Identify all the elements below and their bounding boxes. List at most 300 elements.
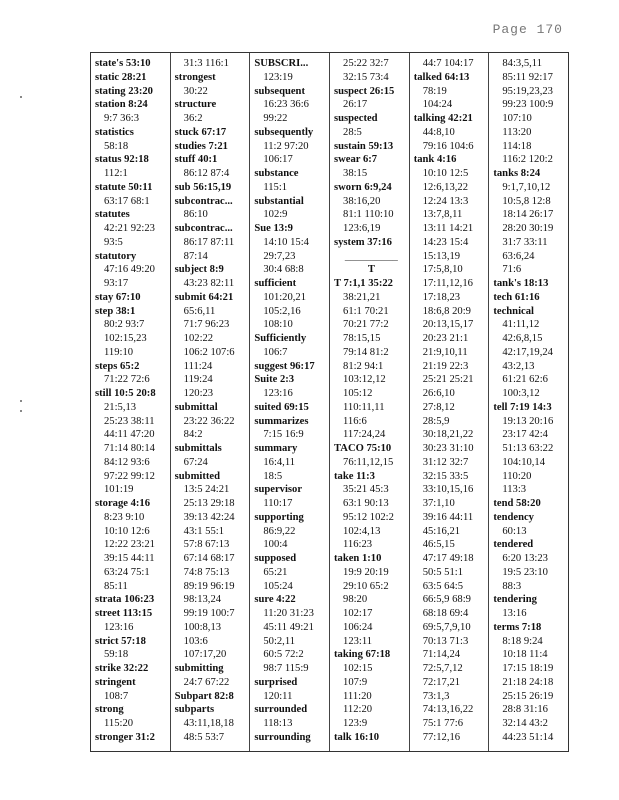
index-term-entry: steps 65:2 — [95, 360, 140, 372]
index-locator-line: 14:10 15:4 — [263, 236, 309, 248]
index-locator-line: 43:2,13 — [502, 360, 535, 372]
index-locator-line: 12:24 13:3 — [422, 195, 469, 207]
index-locator-line: 10:18 11:4 — [502, 649, 548, 661]
index-term-entry: Sue 13:9 — [254, 223, 293, 234]
index-locator-line: 120:11 — [263, 690, 293, 702]
index-term-entry: terms 7:18 — [493, 621, 542, 633]
index-term-entry: suited 69:15 — [254, 401, 309, 413]
index-term-entry: submittals — [174, 443, 222, 454]
index-locator-line: 57:8 67:13 — [183, 539, 230, 551]
index-locator-line: 116:6 — [343, 415, 367, 427]
index-locator-line: 102:15,23 — [104, 333, 147, 344]
index-term-entry: surprised — [254, 676, 298, 688]
index-locator-line: 31:3 116:1 — [183, 58, 229, 69]
index-locator-line: 10:5,8 12:8 — [502, 195, 551, 207]
index-term-entry: tank's 18:13 — [493, 278, 549, 289]
index-locator-line: 42:6,8,15 — [502, 333, 543, 344]
index-locator-line: 112:1 — [104, 168, 128, 179]
index-locator-line: 24:7 67:22 — [183, 676, 230, 688]
index-locator-line: 99:23 100:9 — [502, 99, 554, 111]
index-term-entry: stronger 31:2 — [95, 731, 155, 743]
index-term-entry: strongest — [174, 71, 216, 83]
index-locator-line: 30:22 — [183, 85, 208, 97]
index-locator-line: 35:21 45:3 — [343, 484, 389, 496]
index-locator-line: 102:22 — [183, 333, 214, 344]
index-locator-line: 46:5,15 — [422, 539, 455, 551]
index-locator-line: 102:9 — [263, 209, 288, 221]
index-column-6 — [489, 53, 568, 751]
index-locator-line: 44:7 104:17 — [422, 58, 474, 69]
index-locator-line: 110:17 — [263, 498, 293, 509]
index-locator-line: 13:5 24:21 — [183, 484, 230, 496]
index-locator-line: 71:7 96:23 — [183, 319, 230, 331]
index-locator-line: 105:2,16 — [263, 305, 301, 317]
index-locator-line: 113:3 — [502, 484, 527, 496]
index-locator-line: 29:10 65:2 — [343, 580, 389, 592]
index-term-entry: swear 6:7 — [334, 154, 378, 166]
index-locator-line: 10:10 12:5 — [422, 168, 469, 179]
index-locator-line: 11:20 31:23 — [263, 608, 314, 619]
index-locator-line: 42:21 92:23 — [104, 223, 155, 234]
index-locator-line: 10:10 12:6 — [104, 525, 150, 537]
index-locator-line: 66:5,9 68:9 — [422, 594, 471, 606]
index-term-entry: summary — [254, 443, 298, 454]
index-locator-line: 30:23 31:10 — [422, 443, 474, 454]
index-locator-line: 77:12,16 — [422, 731, 461, 743]
index-locator-line: 50:5 51:1 — [422, 566, 464, 578]
index-locator-line: 93:5 — [104, 236, 123, 248]
index-locator-line: 114:18 — [502, 140, 532, 152]
index-locator-line: 12:22 23:21 — [104, 539, 155, 551]
index-term-entry: statistics — [95, 126, 134, 138]
index-locator-line: 18:5 — [263, 470, 283, 482]
index-locator-line: 79:14 81:2 — [343, 346, 389, 358]
index-locator-line: 19:5 23:10 — [502, 566, 548, 578]
index-locator-line: 39:13 42:24 — [183, 511, 235, 523]
index-locator-line: 45:11 49:21 — [263, 621, 314, 633]
index-locator-line: 48:5 53:7 — [183, 731, 224, 743]
index-term-entry: submit 64:21 — [174, 291, 234, 303]
index-locator-line: 41:11,12 — [502, 319, 540, 331]
index-locator-line: 28:5,9 — [422, 415, 450, 427]
index-locator-line: 28:8 31:16 — [502, 704, 548, 716]
index-locator-line: 15:13,19 — [422, 250, 461, 262]
index-term-entry: supporting — [254, 511, 304, 523]
index-locator-line: 123:6,19 — [343, 223, 381, 234]
index-locator-line: 67:14 68:17 — [183, 553, 235, 564]
index-locator-line: 85:11 92:17 — [502, 71, 553, 83]
index-term-entry: submittal — [174, 401, 218, 413]
index-term-entry: T 7:1,1 35:22 — [334, 278, 393, 289]
index-locator-line: 17:5,8,10 — [422, 264, 463, 276]
index-locator-line: 39:15 44:11 — [104, 553, 155, 564]
index-locator-line: 38:21,21 — [343, 291, 381, 303]
index-locator-line: 71:22 72:6 — [104, 374, 150, 386]
index-term-entry: street 113:15 — [95, 608, 153, 619]
index-locator-line: 115:1 — [263, 181, 288, 193]
index-locator-line: 8:18 9:24 — [502, 635, 543, 647]
index-locator-line: 105:12 — [343, 388, 373, 399]
index-locator-line: 63:1 90:13 — [343, 498, 389, 509]
index-term-entry: state's 53:10 — [95, 58, 151, 69]
index-term-entry: Suite 2:3 — [254, 374, 295, 386]
index-locator-line: 120:23 — [183, 388, 214, 399]
index-locator-line: 95:19,23,23 — [502, 85, 553, 97]
index-term-entry: tank 4:16 — [413, 154, 457, 166]
index-locator-line: 84:12 93:6 — [104, 456, 150, 468]
index-term-entry: stringent — [95, 676, 136, 688]
index-locator-line: 59:18 — [104, 649, 129, 661]
index-locator-line: 23:22 36:22 — [183, 415, 235, 427]
index-locator-line: 26:6,10 — [422, 388, 455, 399]
index-locator-line: 19:9 20:19 — [343, 566, 389, 578]
index-locator-line: 63:17 68:1 — [104, 195, 150, 207]
index-locator-line: 107:9 — [343, 676, 368, 688]
index-locator-line: 72:17,21 — [422, 676, 461, 688]
index-term-entry: sufficient — [254, 278, 297, 289]
index-locator-line: 98:7 115:9 — [263, 663, 309, 674]
index-locator-line: 25:21 25:21 — [422, 374, 474, 386]
index-locator-line: 116:23 — [343, 539, 373, 551]
index-locator-line: 119:10 — [104, 346, 134, 358]
index-locator-line: 106:24 — [343, 621, 373, 633]
index-locator-line: 123:19 — [263, 71, 293, 83]
index-term-entry: statutory — [95, 250, 137, 262]
index-locator-line: 89:19 96:19 — [183, 580, 235, 592]
index-locator-line: 16:4,11 — [263, 456, 296, 468]
index-locator-line: 75:1 77:6 — [422, 718, 464, 729]
index-locator-line: 70:21 77:2 — [343, 319, 389, 331]
index-locator-line: 107:17,20 — [183, 649, 227, 661]
index-locator-line: 86:17 87:11 — [183, 236, 235, 248]
index-locator-line: 100:4 — [263, 539, 288, 551]
index-locator-line: 11:2 97:20 — [263, 140, 309, 152]
index-term-entry: tendency — [493, 511, 534, 523]
index-term-entry: talk 16:10 — [334, 731, 380, 743]
index-locator-line: 103:12,12 — [343, 374, 386, 386]
margin-mark — [20, 400, 22, 402]
index-term-entry: tell 7:19 14:3 — [493, 401, 552, 413]
index-locator-line: 103:6 — [183, 635, 208, 647]
index-locator-line: 87:14 — [183, 250, 208, 262]
index-term-entry: system 37:16 — [334, 236, 392, 248]
index-term-entry: strata 106:23 — [95, 594, 155, 606]
index-locator-line: 93:17 — [104, 278, 129, 289]
index-locator-line: 76:11,12,15 — [343, 456, 394, 468]
index-locator-line: 21:5,13 — [104, 401, 137, 413]
index-locator-line: 81:2 94:1 — [343, 360, 384, 372]
index-locator-line: 61:1 70:21 — [343, 305, 389, 317]
index-locator-line: 50:2,11 — [263, 635, 296, 647]
index-locator-line: 37:1,10 — [422, 498, 455, 509]
index-locator-line: 115:20 — [104, 718, 134, 729]
index-term-entry: supposed — [254, 553, 297, 564]
index-locator-line: 118:13 — [263, 718, 293, 729]
index-term-entry: suggest 96:17 — [254, 360, 315, 372]
index-locator-line: 65:21 — [263, 566, 288, 578]
index-column-3 — [250, 53, 330, 751]
index-term-entry: technical — [493, 305, 534, 317]
index-locator-line: 47:17 49:18 — [422, 553, 474, 564]
index-locator-line: 112:20 — [343, 704, 373, 716]
index-locator-line: 63:6,24 — [502, 250, 535, 262]
page-number: Page 170 — [492, 22, 563, 37]
index-locator-line: 19:13 20:16 — [502, 415, 554, 427]
index-locator-line: 28:5 — [343, 126, 362, 138]
index-locator-line: 105:24 — [263, 580, 293, 592]
index-locator-line: 47:16 49:20 — [104, 264, 155, 276]
index-locator-line: 116:2 120:2 — [502, 154, 553, 166]
index-locator-line: 21:9,10,11 — [422, 346, 468, 358]
index-locator-line: 18:6,8 20:9 — [422, 305, 471, 317]
index-locator-line: 30:18,21,22 — [422, 429, 474, 441]
index-term-entry: SUBSCRI... — [254, 58, 309, 69]
index-term-entry: tendering — [493, 594, 537, 606]
index-term-entry: supervisor — [254, 484, 303, 496]
index-locator-line: 102:15 — [343, 663, 373, 674]
index-locator-line: 63:5 64:5 — [422, 580, 464, 592]
index-term-entry: summarizes — [254, 415, 309, 427]
index-locator-line: 73:1,3 — [422, 690, 450, 702]
index-locator-line: 33:10,15,16 — [422, 484, 474, 496]
index-locator-line: 21:18 24:18 — [502, 676, 554, 688]
index-locator-line: 23:17 42:4 — [502, 429, 548, 441]
index-locator-line: 25:13 29:18 — [183, 498, 235, 509]
index-term-entry: tendered — [493, 539, 534, 551]
index-term-entry: sub 56:15,19 — [174, 181, 232, 193]
index-locator-line: 30:4 68:8 — [263, 264, 304, 276]
index-locator-line: 106:7 — [263, 346, 288, 358]
index-locator-line: 113:20 — [502, 126, 532, 138]
index-locator-line: 36:2 — [183, 113, 203, 124]
index-locator-line: 84:2 — [183, 429, 203, 441]
index-locator-line: 99:22 — [263, 113, 288, 124]
index-term-entry: stay 67:10 — [95, 291, 141, 303]
index-locator-line: 106:2 107:6 — [183, 346, 235, 358]
index-locator-line: 17:18,23 — [422, 291, 461, 303]
index-locator-line: 72:5,7,12 — [422, 663, 463, 674]
index-term-entry: subsequently — [254, 126, 314, 138]
index-term-entry: submitting — [174, 663, 224, 674]
index-term-entry: subject 8:9 — [174, 264, 224, 276]
index-term-entry: surrounded — [254, 704, 308, 716]
index-locator-line: 20:23 21:1 — [422, 333, 469, 344]
index-locator-line: 108:10 — [263, 319, 293, 331]
index-locator-line: 32:15 73:4 — [343, 71, 389, 83]
index-term-entry: subsequent — [254, 85, 305, 97]
index-locator-line: 84:3,5,11 — [502, 58, 542, 69]
index-locator-line: 27:8,12 — [422, 401, 455, 413]
index-locator-line: 74:13,16,22 — [422, 704, 474, 716]
index-locator-line: 110:20 — [502, 470, 532, 482]
index-term-entry: TACO 75:10 — [334, 443, 392, 454]
index-locator-line: 69:5,7,9,10 — [422, 621, 471, 633]
index-locator-line: 65:6,11 — [183, 305, 216, 317]
index-locator-line: 32:15 33:5 — [422, 470, 469, 482]
index-locator-line: 86:12 87:4 — [183, 168, 230, 179]
index-locator-line: 60:5 72:2 — [263, 649, 304, 661]
index-locator-line: 85:11 — [104, 580, 128, 592]
index-locator-line: 110:11,11 — [343, 401, 385, 413]
index-term-entry: suspected — [334, 113, 378, 124]
index-locator-line: 107:10 — [502, 113, 532, 124]
index-term-entry: talked 64:13 — [413, 71, 470, 83]
index-locator-line: 119:24 — [183, 374, 213, 386]
index-locator-line: 71:6 — [502, 264, 522, 276]
index-term-entry: stating 23:20 — [95, 85, 153, 97]
index-locator-line: 68:18 69:4 — [422, 608, 469, 619]
index-term-entry: submitted — [174, 470, 220, 482]
index-locator-line: 108:7 — [104, 690, 129, 702]
index-column-1 — [91, 53, 171, 751]
index-locator-line: 123:16 — [263, 388, 293, 399]
index-locator-line: 101:20,21 — [263, 291, 307, 303]
index-term-entry: strong — [95, 704, 124, 716]
word-index-table — [90, 52, 569, 752]
index-term-entry: step 38:1 — [95, 305, 136, 317]
index-locator-line: 13:11 14:21 — [422, 223, 474, 234]
margin-mark — [20, 410, 22, 412]
index-locator-line: 42:17,19,24 — [502, 346, 553, 358]
index-locator-line: 81:1 110:10 — [343, 209, 394, 221]
index-locator-line: 43:1 55:1 — [183, 525, 224, 537]
index-locator-line: 31:12 32:7 — [422, 456, 469, 468]
index-term-entry: talking 42:21 — [413, 113, 473, 124]
index-locator-line: 86:9,22 — [263, 525, 296, 537]
index-locator-line: 51:13 63:22 — [502, 443, 554, 454]
index-locator-line: 58:18 — [104, 140, 129, 152]
index-locator-line: 44:23 51:14 — [502, 731, 554, 743]
index-locator-line: 88:3 — [502, 580, 522, 592]
index-term-entry: still 10:5 20:8 — [95, 388, 156, 399]
index-locator-line: 18:14 26:17 — [502, 209, 554, 221]
index-locator-line: 29:7,23 — [263, 250, 296, 262]
index-locator-line: 67:24 — [183, 456, 208, 468]
index-locator-line: 60:13 — [502, 525, 527, 537]
index-locator-line: 38:15 — [343, 168, 368, 179]
index-locator-line: 17:11,12,16 — [422, 278, 473, 289]
index-term-entry: substance — [254, 168, 299, 179]
index-locator-line: 78:15,15 — [343, 333, 381, 344]
index-term-entry: suspect 26:15 — [334, 85, 395, 97]
index-locator-line: 101:19 — [104, 484, 134, 496]
index-locator-line: 100:3,12 — [502, 388, 540, 399]
index-term-entry: Sufficiently — [254, 333, 307, 344]
index-term-entry: status 92:18 — [95, 154, 149, 166]
index-locator-line: 98:13,24 — [183, 594, 222, 606]
index-term-entry: taken 1:10 — [334, 553, 382, 564]
index-locator-line: 21:19 22:3 — [422, 360, 469, 372]
index-locator-line: 104:24 — [422, 99, 453, 111]
index-locator-line: 39:16 44:11 — [422, 511, 474, 523]
index-column-4 — [330, 53, 410, 751]
index-locator-line: 123:16 — [104, 621, 134, 633]
index-locator-line: 9:7 36:3 — [104, 113, 140, 124]
index-term-entry: tanks 8:24 — [493, 168, 541, 179]
index-term-entry: studies 7:21 — [174, 140, 228, 152]
index-term-entry: tech 61:16 — [493, 291, 540, 303]
index-term-entry: strict 57:18 — [95, 635, 146, 647]
index-locator-line: 71:14,24 — [422, 649, 461, 661]
index-locator-line: 20:13,15,17 — [422, 319, 474, 331]
index-locator-line: 123:11 — [343, 635, 373, 647]
index-locator-line: 86:10 — [183, 209, 208, 221]
index-locator-line: 38:16,20 — [343, 195, 381, 207]
index-column-2 — [171, 53, 251, 751]
index-term-entry: subparts — [174, 704, 215, 716]
index-locator-line: 8:23 9:10 — [104, 511, 145, 523]
index-term-entry: subcontrac... — [174, 223, 233, 234]
index-locator-line: 78:19 — [422, 85, 447, 97]
index-locator-line: 102:4,13 — [343, 525, 381, 537]
index-locator-line: 14:23 15:4 — [422, 236, 469, 248]
index-locator-line: 79:16 104:6 — [422, 140, 474, 152]
index-term-entry: sustain 59:13 — [334, 140, 394, 152]
index-locator-line: 111:20 — [343, 690, 372, 702]
index-locator-line: 80:2 93:7 — [104, 319, 145, 331]
index-term-entry: strike 32:22 — [95, 663, 149, 674]
index-term-entry: Subpart 82:8 — [174, 690, 234, 702]
index-locator-line: 102:17 — [343, 608, 373, 619]
index-locator-line: 32:14 43:2 — [502, 718, 548, 729]
index-locator-line: 43:11,18,18 — [183, 718, 234, 729]
index-locator-line: 44:8,10 — [422, 126, 455, 138]
index-term-entry: take 11:3 — [334, 470, 375, 482]
index-locator-line: 111:24 — [183, 360, 213, 372]
index-locator-line: 74:8 75:13 — [183, 566, 230, 578]
margin-mark — [20, 96, 22, 98]
index-term-entry: station 8:24 — [95, 99, 148, 111]
section-divider: __________ — [344, 250, 398, 262]
index-locator-line: 117:24,24 — [343, 429, 386, 441]
section-letter-heading: T — [367, 264, 375, 276]
index-term-entry: statutes — [95, 209, 130, 221]
index-locator-line: 63:24 75:1 — [104, 566, 150, 578]
index-locator-line: 97:22 99:12 — [104, 470, 155, 482]
index-locator-line: 98:20 — [343, 594, 368, 606]
index-locator-line: 45:16,21 — [422, 525, 461, 537]
index-term-entry: substantial — [254, 195, 304, 207]
index-term-entry: storage 4:16 — [95, 498, 151, 509]
index-locator-line: 70:13 71:3 — [422, 635, 469, 647]
index-term-entry: sworn 6:9,24 — [334, 181, 392, 193]
index-locator-line: 25:15 26:19 — [502, 690, 554, 702]
index-locator-line: 16:23 36:6 — [263, 99, 309, 111]
index-locator-line: 25:23 38:11 — [104, 415, 155, 427]
index-locator-line: 43:23 82:11 — [183, 278, 235, 289]
index-term-entry: statute 50:11 — [95, 181, 153, 193]
index-locator-line: 123:9 — [343, 718, 368, 729]
index-term-entry: stuff 40:1 — [174, 154, 218, 166]
index-locator-line: 99:19 100:7 — [183, 608, 235, 619]
index-term-entry: sure 4:22 — [254, 594, 296, 606]
index-locator-line: 17:15 18:19 — [502, 663, 554, 674]
index-locator-line: 106:17 — [263, 154, 293, 166]
index-locator-line: 95:12 102:2 — [343, 511, 394, 523]
index-term-entry: structure — [174, 99, 217, 111]
index-locator-line: 100:8,13 — [183, 621, 222, 633]
index-locator-line: 13:7,8,11 — [422, 209, 463, 221]
index-locator-line: 7:15 16:9 — [263, 429, 304, 441]
index-locator-line: 9:1,7,10,12 — [502, 181, 551, 193]
index-locator-line: 26:17 — [343, 99, 368, 111]
index-term-entry: stuck 67:17 — [174, 126, 227, 138]
index-locator-line: 61:21 62:6 — [502, 374, 548, 386]
index-locator-line: 71:14 80:14 — [104, 443, 155, 454]
index-locator-line: 6:20 13:23 — [502, 553, 548, 564]
index-locator-line: 25:22 32:7 — [343, 58, 389, 69]
index-term-entry: subcontrac... — [174, 195, 233, 207]
